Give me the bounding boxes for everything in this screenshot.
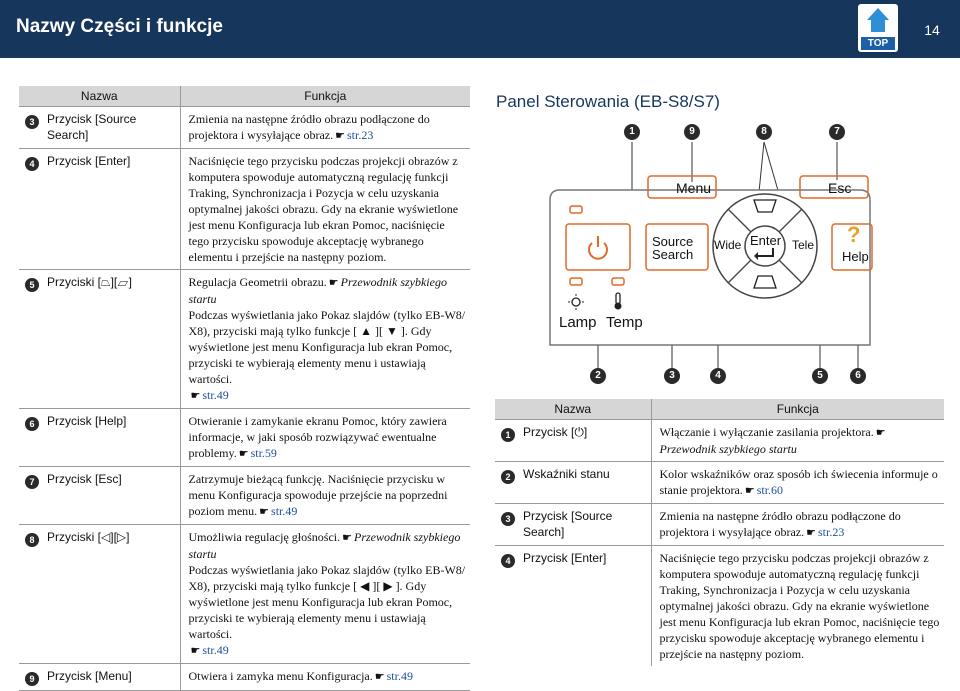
left-parts-table [19,86,470,691]
part-function: Otwiera i zamyka menu Konfiguracja. [188,669,373,683]
page-ref-link[interactable]: str.49 [202,388,229,402]
page-ref-link[interactable]: str.23 [817,525,845,539]
part-name: Przycisk [Source Search] [523,509,613,539]
part-name: Przycisk [Enter] [523,551,607,565]
top-link[interactable] [858,4,898,52]
wide-button[interactable]: Wide [714,238,742,252]
part-function-note: Podczas wyświetlania jako Pokaz slajdów (tylko EB-W8/ X8), przyciski mają tylko funkcje [ ▲ ][ ▼ ]. Gdy wyświetlone jest menu Konfiguracja lub ekran Pomoc, przyciski te wybierają elementy menu i ustawiają wartości. [188,308,466,386]
panel-title: Panel Sterowania (EB-S8/S7) [496,92,720,111]
hand-pointer-icon: ☛ [238,448,249,460]
page-ref-link[interactable]: str.23 [346,128,374,142]
hand-pointer-icon: ☛ [374,671,385,683]
page-ref-link[interactable]: str.49 [271,504,298,518]
arrow-up-icon [867,8,889,20]
callout-number: 9 [25,672,39,686]
quick-start-ref: Przewodnik szybkiego startu [188,275,447,306]
part-name: Przycisk [Help] [47,414,127,428]
hand-pointer-icon: ☛ [259,506,270,518]
part-function: Zmienia na następne źródło obrazu podłączone do projektora i wysyłające obraz. [659,509,901,539]
page-ref-link[interactable]: str.60 [756,483,784,497]
table-header-row [495,399,944,420]
table-row [19,664,470,691]
callout-5: 5 [812,368,828,384]
hand-pointer-icon: ☛ [806,527,816,539]
help-question-icon: ? [847,222,861,247]
table-row [19,409,470,467]
page-ref-link[interactable]: str.59 [250,446,277,460]
part-name: Przyciski [⏢][⏥] [47,275,132,289]
part-name: Przycisk [Enter] [47,154,131,168]
part-function-cont: Traking, Synchronizacja i Pozycja w celu uzyskania optymalnej jakości obrazu. Gdy na ekranie wyświetlone jest menu Konfiguracja lub ekran Pomoc, naciśnięcie tego przycisku spowoduje akceptację wybranego elementu i przejście na następny poziom. [188,186,459,264]
hand-pointer-icon: ☛ [328,277,339,289]
hand-pointer-icon: ☛ [342,532,352,544]
table-row [19,149,470,270]
source-label[interactable]: Source [652,234,694,249]
callout-1: 1 [624,124,640,140]
page-header [0,0,960,58]
quick-start-ref: Przewodnik szybkiego startu [659,442,797,456]
part-function: Otwieranie i zamykanie ekranu Pomoc, który zawiera informacje, w jaki sposób rozwiązywać ewentualne problemy. [188,414,447,460]
table-row [19,525,470,664]
callout-8: 8 [756,124,772,140]
callout-2: 2 [590,368,606,384]
table-row [495,462,944,504]
part-function: Zmienia na następne źródło obrazu podłączone do projektora i wysyłające obraz. [188,112,430,142]
page-ref-link[interactable]: str.49 [202,643,229,657]
part-function: Włączanie i wyłączanie zasilania projektora. [659,425,874,439]
col-name-header: Nazwa [495,399,651,420]
callout-number: 8 [25,533,39,547]
part-function: Naciśnięcie tego przycisku podczas projekcji obrazów z komputera spowoduje automatyczną regulację funkcji [188,154,458,184]
part-name: Wskaźniki stanu [523,467,610,481]
hand-pointer-icon: ☛ [335,130,345,142]
table-row [495,420,944,462]
callout-number: 1 [501,428,515,442]
callout-number: 4 [25,157,39,171]
callout-number: 5 [25,278,39,292]
callout-6: 6 [850,368,866,384]
part-name: Przycisk [Menu] [47,669,132,683]
part-function: Kolor wskaźników oraz sposób ich świecenia informuje o stanie projektora. [659,467,938,497]
home-icon [871,20,885,32]
temp-indicator: Temp [606,314,643,331]
callout-number: 3 [25,115,39,129]
table-row [495,546,944,667]
part-function-cont: Traking, Synchronizacja i Pozycja w celu uzyskania optymalnej jakości obrazu. Gdy na ekranie wyświetlone jest menu Konfiguracja lub ekran Pomoc, naciśnięcie tego przycisku spowoduje akceptację wybranego elementu i przejście na następny poziom. [659,583,940,661]
help-button[interactable]: Help [842,249,869,264]
callout-9: 9 [684,124,700,140]
table-row [19,107,470,149]
callout-number: 3 [501,512,515,526]
part-name: Przycisk [⏻] [523,425,588,439]
tele-button[interactable]: Tele [792,238,815,252]
hand-pointer-icon: ☛ [744,485,755,497]
part-function: Umożliwia regulację głośności. [188,530,341,544]
right-parts-table [495,399,944,666]
table-header-row [19,86,470,107]
page-ref-link[interactable]: str.49 [386,669,413,683]
part-name: Przyciski [◁][▷] [47,530,130,544]
enter-button[interactable]: Enter [750,233,782,248]
part-name: Przycisk [Esc] [47,472,122,486]
callout-4: 4 [710,368,726,384]
top-label: TOP [861,37,895,50]
callout-number: 2 [501,470,515,484]
callout-7: 7 [829,124,845,140]
quick-start-ref: Przewodnik szybkiego startu [188,530,461,561]
col-name-header: Nazwa [19,86,180,107]
table-row [19,270,470,409]
col-func-header: Funkcja [180,86,470,107]
esc-button[interactable]: Esc [828,180,852,196]
callout-number: 7 [25,475,39,489]
lamp-indicator: Lamp [559,314,597,331]
hand-pointer-icon: ☛ [190,390,201,402]
callout-3: 3 [664,368,680,384]
callout-number: 6 [25,417,39,431]
page-number: 14 [924,22,940,38]
part-function: Naciśnięcie tego przycisku podczas projekcji obrazów z komputera spowoduje automatyczną regulację funkcji [659,551,929,581]
callout-number: 4 [501,554,515,568]
part-function: Zatrzymuje bieżącą funkcję. Naciśnięcie przycisku w menu Konfiguracja spowoduje przejście na poprzedni poziom menu. [188,472,448,518]
hand-pointer-icon: ☛ [875,427,886,439]
menu-button[interactable]: Menu [676,180,712,196]
part-name: Przycisk [Source Search] [47,112,137,142]
hand-pointer-icon: ☛ [190,645,201,657]
control-panel-diagram [540,140,880,370]
search-label[interactable]: Search [652,247,694,262]
table-row [495,504,944,546]
col-func-header: Funkcja [651,399,944,420]
table-row [19,467,470,525]
page-title: Nazwy Części i funkcje [16,16,223,37]
part-function-note: Podczas wyświetlania jako Pokaz slajdów (tylko EB-W8/ X8), przyciski mają tylko funkcje [ ◀ ][ ▶ ]. Gdy wyświetlone jest menu Konfiguracja lub ekran Pomoc, przyciski te wybierają elementy menu i ustawiają wartości. [188,563,466,641]
part-function: Regulacja Geometrii obrazu. [188,275,327,289]
